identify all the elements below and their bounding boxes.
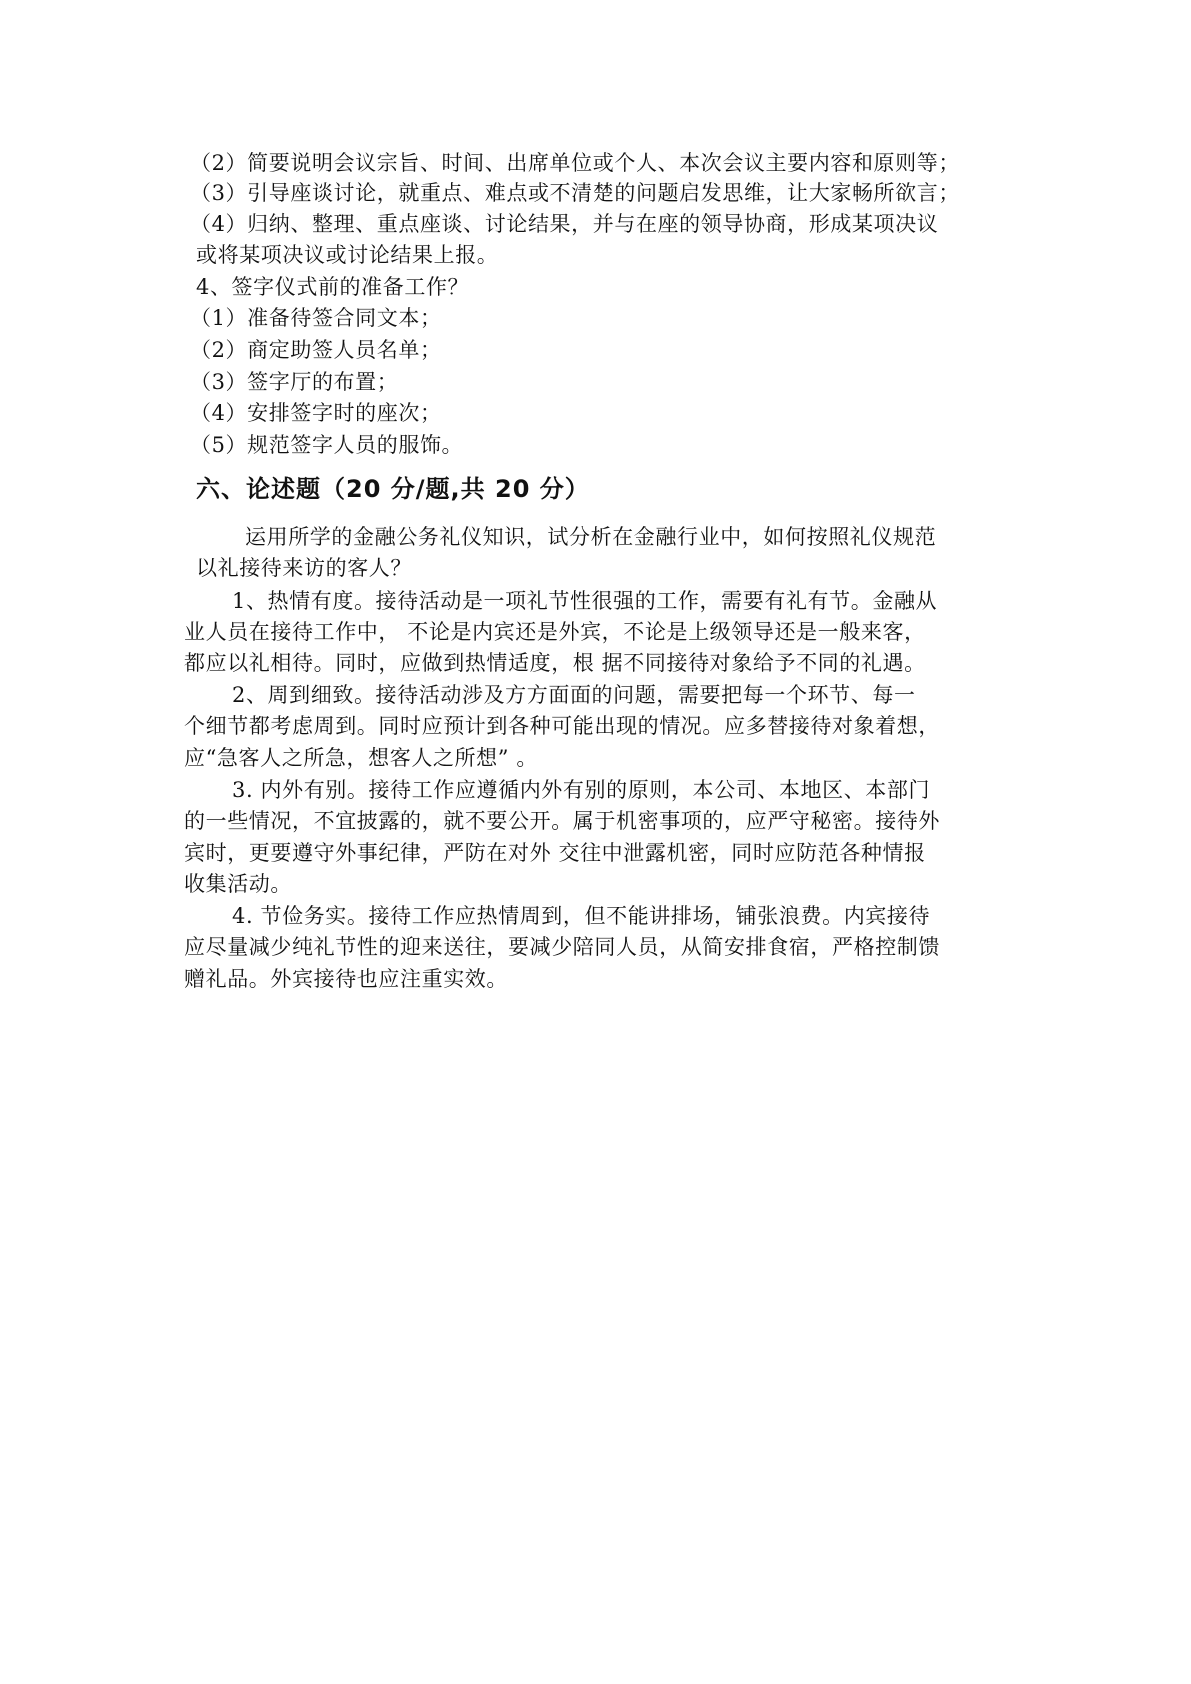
point-3-line-4: 收集活动。 (184, 872, 292, 896)
point-1-line-3: 都应以礼相待。同时，应做到热情适度，根 据不同接待对象给予不同的礼遇。 (184, 651, 926, 675)
point-4-line-2: 应尽量减少纯礼节性的迎来送往，要减少陪同人员，从简安排食宿，严格控制馈 (184, 935, 940, 959)
answer-item-4-line-1: （4）归纳、整理、重点座谈、讨论结果，并与在座的领导协商，形成某项决议 (190, 212, 939, 236)
question-4-answer-5: （5）规范签字人员的服饰。 (190, 433, 464, 457)
point-2-line-3: 应“急客人之所急，想客人之所想” 。 (184, 746, 538, 770)
question-4-title: 4、签字仪式前的准备工作？ (196, 275, 470, 299)
essay-question-line-1: 运用所学的金融公务礼仪知识，试分析在金融行业中，如何按照礼仪规范 (245, 525, 937, 549)
point-1-line-2: 业人员在接待工作中， 不论是内宾还是外宾，不论是上级领导还是一般来客， (184, 620, 926, 644)
point-2-line-1: 2、周到细致。接待活动涉及方方面面的问题，需要把每一个环节、每一 (232, 683, 916, 707)
point-3-line-1: 3. 内外有别。接待工作应遵循内外有别的原则，本公司、本地区、本部门 (232, 778, 931, 802)
answer-item-2: （2）简要说明会议宗旨、时间、出席单位或个人、本次会议主要内容和原则等； (190, 151, 960, 175)
answer-item-3: （3）引导座谈讨论，就重点、难点或不清楚的问题启发思维，让大家畅所欲言； (190, 181, 960, 205)
question-4-answer-1: （1）准备待签合同文本； (190, 306, 442, 330)
question-4-answer-3: （3）签字厅的布置； (190, 370, 399, 394)
essay-question-line-2: 以礼接待来访的客人？ (196, 556, 412, 580)
question-4-answer-4: （4）安排签字时的座次； (190, 401, 442, 425)
point-4-line-3: 赠礼品。外宾接待也应注重实效。 (184, 967, 508, 991)
point-1-line-1: 1、热情有度。接待活动是一项礼节性很强的工作，需要有礼有节。金融从 (232, 589, 938, 613)
point-4-line-1: 4. 节俭务实。接待工作应热情周到，但不能讲排场，铺张浪费。内宾接待 (232, 904, 931, 928)
point-2-line-2: 个细节都考虑周到。同时应预计到各种可能出现的情况。应多替接待对象着想， (184, 714, 940, 738)
point-3-line-2: 的一些情况，不宜披露的，就不要公开。属于机密事项的，应严守秘密。接待外 (184, 809, 940, 833)
point-3-line-3: 宾时，更要遵守外事纪律，严防在对外 交往中泄露机密，同时应防范各种情报 (184, 841, 926, 865)
answer-item-4-line-2: 或将某项决议或讨论结果上报。 (196, 243, 499, 267)
section-6-heading: 六、论述题（20 分/题,共 20 分） (196, 475, 590, 503)
question-4-answer-2: （2）商定助签人员名单； (190, 338, 442, 362)
